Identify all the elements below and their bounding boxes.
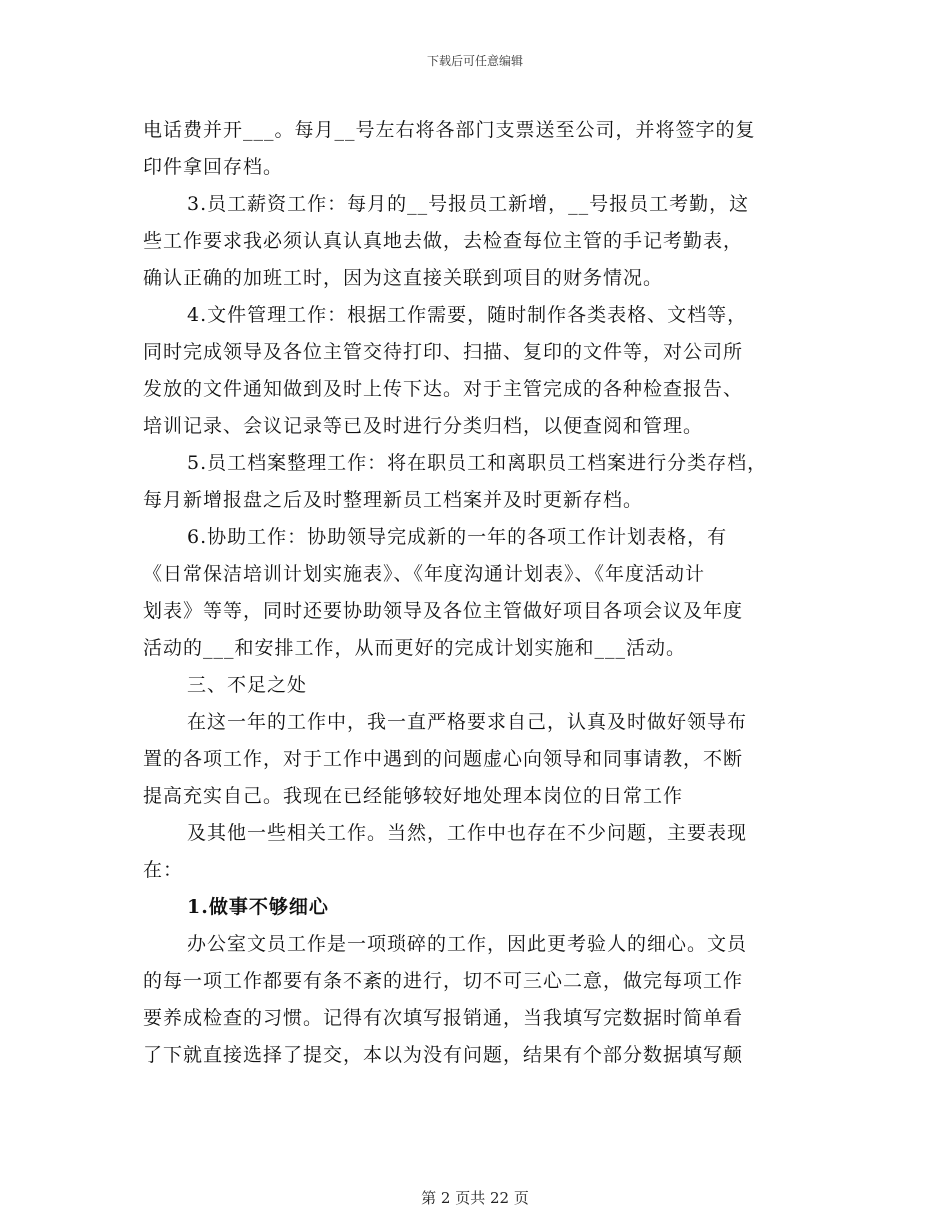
text-line: 办公室文员工作是一项琐碎的工作，因此更考验人的细心。文员 [187, 933, 748, 955]
page-footer: 第 2 页共 22 页 [421, 1189, 529, 1207]
text-line: 发放的文件通知做到及时上传下达。对于主管完成的各种检查报告、 [143, 378, 744, 400]
text-line: 及其他一些相关工作。当然，工作中也存在不少问题，主要表现 [187, 822, 748, 844]
page-header: 下载后可任意编辑 [426, 54, 523, 68]
text-line: 要养成检查的习惯。记得有次填写报销通，当我填写完数据时简单看 [143, 1007, 744, 1029]
section-heading: 1.做事不够细心 [187, 896, 329, 918]
text-line: 提高充实自己。我现在已经能够较好地处理本岗位的日常工作 [143, 785, 684, 807]
text-line: 6.协助工作：协助领导完成新的一年的各项工作计划表格，有 [187, 526, 728, 548]
text-line: 活动的___和安排工作，从而更好的完成计划实施和___活动。 [143, 637, 687, 659]
text-line: 《日常保洁培训计划实施表》、《年度沟通计划表》、《年度活动计 [143, 563, 706, 585]
text-line: 置的各项工作，对于工作中遇到的问题虚心向领导和同事请教，不断 [143, 748, 744, 770]
text-line: 在这一年的工作中，我一直严格要求自己，认真及时做好领导布 [187, 711, 748, 733]
text-line: 的每一项工作都要有条不紊的进行，切不可三心二意，做完每项工作 [143, 970, 744, 992]
text-line: 些工作要求我必须认真认真地去做，去检查每位主管的手记考勤表， [143, 230, 744, 252]
text-line: 电话费并开___。每月__号左右将各部门支票送至公司，并将签字的复 [143, 119, 756, 141]
text-line: 5.员工档案整理工作：将在职员工和离职员工档案进行分类存档， [187, 452, 768, 474]
text-line: 培训记录、会议记录等已及时进行分类归档，以便查阅和管理。 [143, 415, 704, 437]
document-body [143, 112, 803, 1074]
text-line: 划表》等等，同时还要协助领导及各位主管做好项目各项会议及年度 [143, 600, 744, 622]
text-line: 3.员工薪资工作：每月的__号报员工新增，__号报员工考勤，这 [187, 193, 750, 215]
text-line: 每月新增报盘之后及时整理新员工档案并及时更新存档。 [143, 489, 644, 511]
text-line: 三、不足之处 [187, 674, 308, 696]
text-line: 同时完成领导及各位主管交待打印、扫描、复印的文件等，对公司所 [143, 341, 744, 363]
text-line: 印件拿回存档。 [143, 156, 284, 178]
text-line: 确认正确的加班工时，因为这直接关联到项目的财务情况。 [143, 267, 664, 289]
text-line: 在： [143, 859, 184, 881]
text-line: 4.文件管理工作：根据工作需要，随时制作各类表格、文档等， [187, 304, 748, 326]
text-line: 了下就直接选择了提交，本以为没有问题，结果有个部分数据填写颠 [143, 1044, 744, 1066]
